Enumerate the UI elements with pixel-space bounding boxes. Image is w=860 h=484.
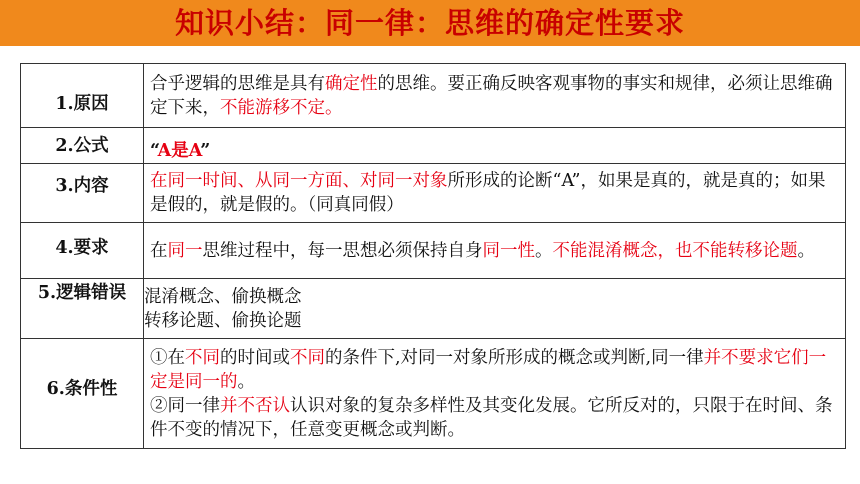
highlight-segment: 确定性 (325, 73, 378, 94)
table-row-reason (21, 64, 846, 128)
highlight-segment: 不同 (290, 347, 325, 368)
condition-paragraph-2 (150, 394, 839, 442)
highlight-segment: 并不否认 (220, 395, 290, 416)
text-segment: 。 (797, 240, 815, 261)
row-label: 5.逻辑错误 (21, 279, 144, 339)
table-row-content (21, 164, 846, 223)
row-content (144, 223, 846, 279)
condition-paragraph-1 (150, 346, 839, 394)
row-label: 3.内容 (21, 164, 144, 223)
highlight-segment: 不同 (185, 347, 220, 368)
highlight-segment: 在同一时间、从同一方面、对同一对象 (150, 171, 448, 191)
highlight-segment: 不能混淆概念，也不能转移论题 (552, 240, 798, 261)
highlight-segment: 并不要求它们一定是同一的 (150, 347, 827, 392)
text-segment: 。 (237, 371, 255, 392)
table-row-requirement (21, 223, 846, 279)
page-title: 知识小结：同一律：思维的确定性要求 (174, 6, 685, 40)
row-content (144, 128, 846, 164)
text-segment: 所形成的论断“A”，如果是真的，就是真的；如果是假的，就是假的。（同真同假） (150, 171, 826, 215)
row-content (144, 339, 846, 449)
table-row-formula (21, 128, 846, 164)
text-segment: 的条件下,对同一对象所形成的概念或判断,同一律 (325, 347, 704, 368)
row-content (144, 279, 846, 339)
row-label: 2.公式 (21, 128, 144, 164)
text-segment: ” (200, 140, 211, 161)
error-line: 转移论题、偷换论题 (144, 310, 302, 331)
error-line: 混淆概念、偷换概念 (144, 286, 302, 307)
row-content (144, 164, 846, 223)
text-segment: 。 (535, 240, 553, 261)
highlight-segment: 同一 (167, 240, 203, 261)
highlight-segment: 不能游移不定。 (220, 97, 343, 118)
text-segment: “ (150, 140, 158, 161)
highlight-segment: 同一性 (482, 240, 535, 261)
text-segment: 认识对象的复杂多样性及其变化发展。它所反对的，只限于在时间、条件不变的情况下，任意变更概念或判断。 (150, 395, 833, 440)
highlight-segment: A是A (157, 140, 201, 161)
row-label: 6.条件性 (21, 339, 144, 449)
text-segment: 的思维。要正确反映客观事物的事实和规律，必须让思维确定下来， (150, 73, 833, 118)
summary-table (20, 63, 846, 449)
text-segment: ②同一律 (150, 395, 220, 416)
text-segment: 思维过程中，每一思想必须保持自身 (202, 240, 483, 261)
table-row-logic-errors (21, 279, 846, 339)
row-content (144, 64, 846, 128)
row-label: 4.要求 (21, 223, 144, 279)
text-segment: 在 (150, 240, 168, 261)
row-label: 1.原因 (21, 64, 144, 128)
text-segment: 合乎逻辑的思维是具有 (150, 73, 325, 94)
table-row-conditionality (21, 339, 846, 449)
text-segment: ①在 (150, 347, 185, 368)
text-segment: 的时间或 (220, 347, 290, 368)
